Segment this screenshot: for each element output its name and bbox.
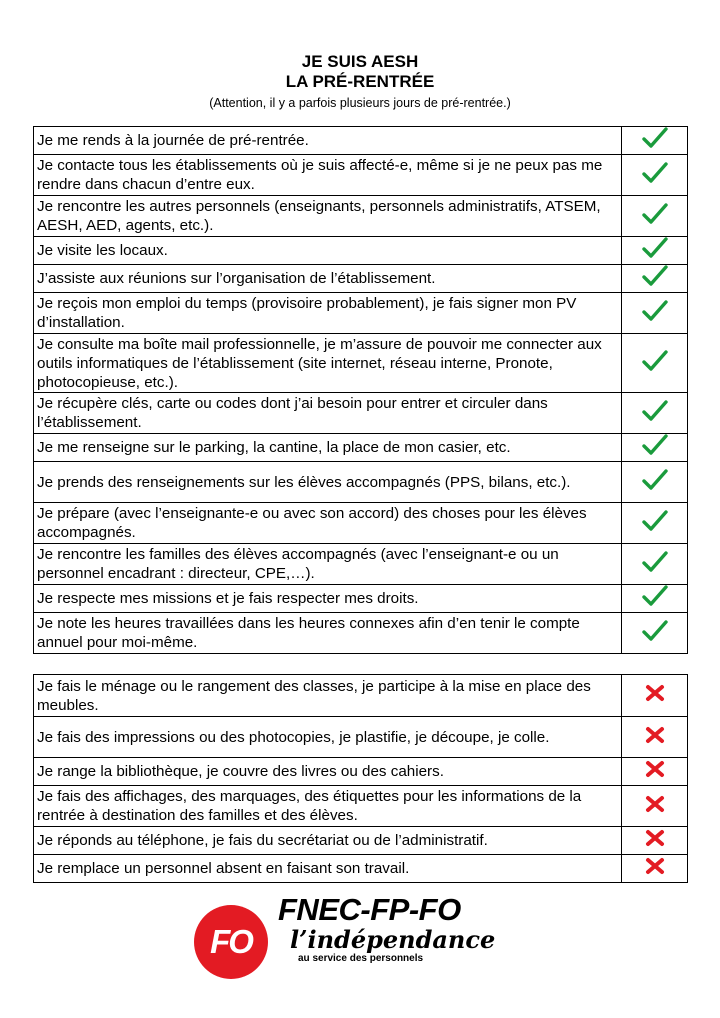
item-text: Je rencontre les familles des élèves accompagnés (avec l’enseignant-e ou un personnel encadrant : directeur, CPE,…). (34, 544, 622, 585)
do-item-row (34, 237, 688, 265)
item-text: Je réponds au téléphone, je fais du secrétariat ou de l’administratif. (34, 827, 622, 855)
do-item-row (34, 334, 688, 393)
check-cell (622, 613, 688, 654)
brand-tagline: l’indépendance (290, 925, 496, 954)
do-item-row (34, 585, 688, 613)
item-text: Je rencontre les autres personnels (enseignants, personnels administratifs, ATSEM, AESH, AED, agents, etc.). (34, 196, 622, 237)
check-icon (642, 400, 668, 427)
check-icon (642, 265, 668, 292)
page-title-line1: JE SUIS AESH (301, 52, 419, 71)
check-cell (622, 585, 688, 613)
fo-logo-text: FO (210, 923, 252, 960)
do-item-row (34, 293, 688, 334)
cross-icon (645, 857, 665, 880)
item-text: Je me renseigne sur le parking, la cantine, la place de mon casier, etc. (34, 434, 622, 462)
do-item-row (34, 196, 688, 237)
item-text: Je fais des affichages, des marquages, des étiquettes pour les informations de la rentrée à destination des familles et des élèves. (34, 786, 622, 827)
dont-item-row (34, 675, 688, 717)
cross-icon (645, 726, 665, 749)
brand-name: FNEC-FP-FO (278, 892, 461, 927)
item-text: Je fais des impressions ou des photocopies, je plastifie, je découpe, je colle. (34, 717, 622, 758)
check-icon (642, 350, 668, 377)
check-cell (622, 434, 688, 462)
cross-cell (622, 827, 688, 855)
check-cell (622, 293, 688, 334)
item-text: Je prends des renseignements sur les élèves accompagnés (PPS, bilans, etc.). (34, 462, 622, 503)
check-icon (642, 469, 668, 496)
cross-cell (622, 758, 688, 786)
dont-checklist-table (33, 674, 688, 883)
check-cell (622, 265, 688, 293)
check-cell (622, 127, 688, 155)
brand-service-line: au service des personnels (298, 953, 424, 964)
check-icon (642, 551, 668, 578)
check-icon (642, 434, 668, 461)
check-icon (642, 510, 668, 537)
do-checklist-table (33, 126, 688, 654)
item-text: Je consulte ma boîte mail professionnelle, je m’assure de pouvoir me connecter aux outils informatiques de l’établissement (site internet, réseau interne, Pronote, photocopieuse, etc.). (34, 334, 622, 393)
check-cell (622, 544, 688, 585)
dont-item-row (34, 758, 688, 786)
cross-cell (622, 855, 688, 883)
item-text: Je prépare (avec l’enseignante-e ou avec son accord) des choses pour les élèves accompagnés. (34, 503, 622, 544)
cross-cell (622, 786, 688, 827)
do-item-row (34, 503, 688, 544)
check-cell (622, 155, 688, 196)
cross-cell (622, 717, 688, 758)
check-cell (622, 334, 688, 393)
dont-item-row (34, 827, 688, 855)
do-item-row (34, 613, 688, 654)
cross-icon (645, 760, 665, 783)
item-text: Je reçois mon emploi du temps (provisoire probablement), je fais signer mon PV d’installation. (34, 293, 622, 334)
do-item-row (34, 127, 688, 155)
do-item-row (34, 434, 688, 462)
do-item-row (34, 265, 688, 293)
do-item-row (34, 393, 688, 434)
check-cell (622, 462, 688, 503)
dont-item-row (34, 786, 688, 827)
cross-cell (622, 675, 688, 717)
item-text: Je contacte tous les établissements où je suis affecté-e, même si je ne peux pas me rendre dans chacun d’entre eux. (34, 155, 622, 196)
check-icon (642, 162, 668, 189)
do-item-row (34, 155, 688, 196)
page-title-line2: LA PRÉ-RENTRÉE (285, 72, 435, 91)
check-cell (622, 237, 688, 265)
check-icon (642, 237, 668, 264)
item-text: Je note les heures travaillées dans les heures connexes afin d’en tenir le compte annuel pour moi-même. (34, 613, 622, 654)
fo-logo-icon (194, 905, 268, 979)
page-subtitle: (Attention, il y a parfois plusieurs jours de pré-rentrée.) (209, 96, 511, 110)
item-text: J’assiste aux réunions sur l’organisation de l’établissement. (34, 265, 622, 293)
item-text: Je respecte mes missions et je fais respecter mes droits. (34, 585, 622, 613)
check-icon (642, 300, 668, 327)
cross-icon (645, 795, 665, 818)
item-text: Je visite les locaux. (34, 237, 622, 265)
do-item-row (34, 544, 688, 585)
check-icon (642, 620, 668, 647)
footer-logo (0, 893, 720, 1003)
check-cell (622, 393, 688, 434)
cross-icon (645, 684, 665, 707)
dont-item-row (34, 855, 688, 883)
check-cell (622, 503, 688, 544)
item-text: Je me rends à la journée de pré-rentrée. (34, 127, 622, 155)
check-icon (642, 203, 668, 230)
page-header (0, 52, 720, 112)
check-icon (642, 585, 668, 612)
check-cell (622, 196, 688, 237)
do-item-row (34, 462, 688, 503)
item-text: Je récupère clés, carte ou codes dont j’ai besoin pour entrer et circuler dans l’établissement. (34, 393, 622, 434)
item-text: Je remplace un personnel absent en faisant son travail. (34, 855, 622, 883)
item-text: Je fais le ménage ou le rangement des classes, je participe à la mise en place des meubles. (34, 675, 622, 717)
check-icon (642, 127, 668, 154)
item-text: Je range la bibliothèque, je couvre des livres ou des cahiers. (34, 758, 622, 786)
cross-icon (645, 829, 665, 852)
dont-item-row (34, 717, 688, 758)
